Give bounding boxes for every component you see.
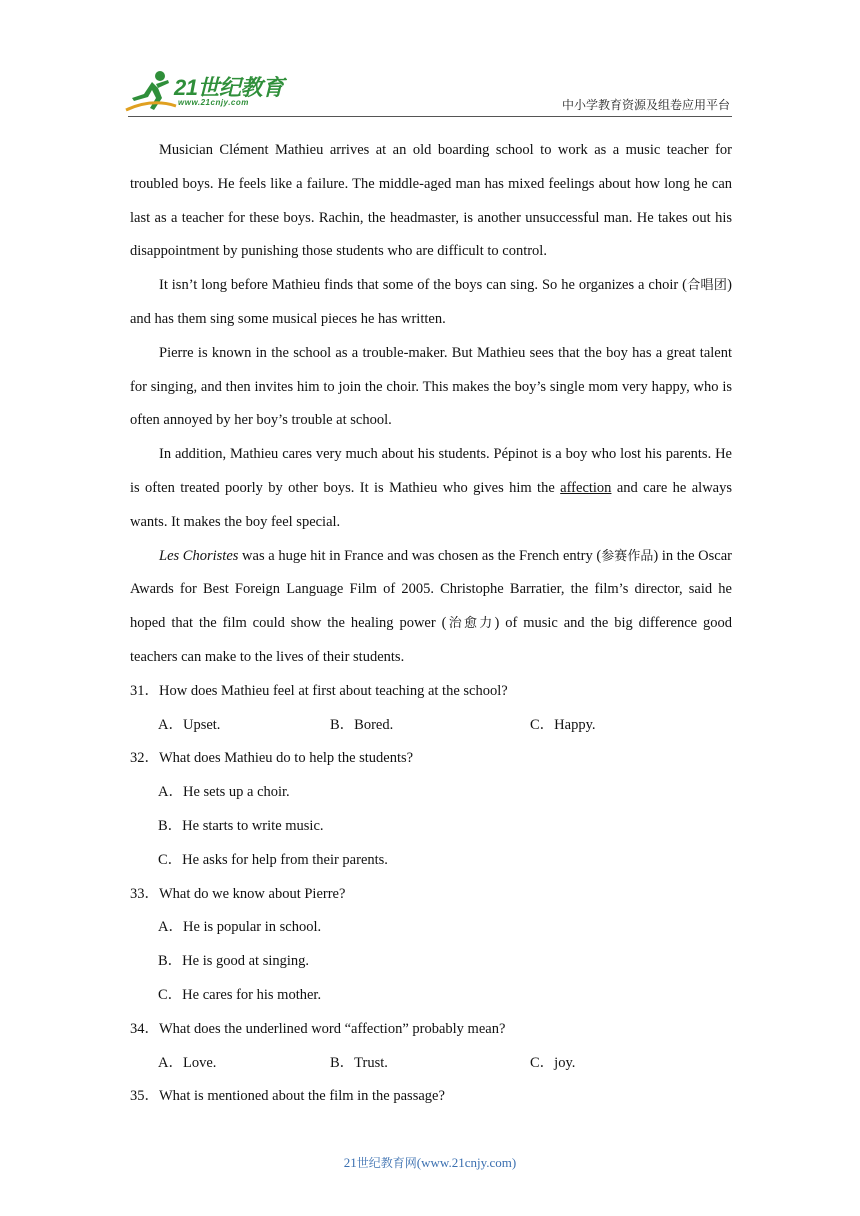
passage-paragraph-1: Musician Clément Mathieu arrives at an old boarding school to work as a music teacher for troubled boys. He feels like a failure. The middle-aged man has mixed feelings about how long he can last as a teacher for these boys. Rachin, the headmaster, is another unsuccessful man. He takes out his disappointment by punishing those students who are difficult to control. <box>130 142 732 260</box>
footer-link[interactable]: (www.21cnjy.com) <box>416 1155 517 1170</box>
footer-text: 21 <box>343 1155 357 1170</box>
site-logo <box>122 68 292 114</box>
text-run: and care he always wants. It makes the boy feel special. <box>130 479 732 530</box>
chinese-gloss: 治愈力 <box>446 616 495 632</box>
option-c[interactable]: C．joy. <box>530 1054 576 1071</box>
header-divider <box>128 116 732 117</box>
underlined-word: affection <box>560 479 612 496</box>
question-stem: 31．How does Mathieu feel at first about teaching at the school? <box>130 682 508 699</box>
header-tagline: 中小学教育资源及组卷应用平台 <box>561 98 730 112</box>
text-run: It isn’t long before Mathieu finds that some of the boys can sing. So he organizes a choir ( <box>159 277 687 294</box>
option-c[interactable]: C．Happy. <box>530 716 596 733</box>
text-run: ) in the Oscar Awards for Best Foreign Language Film of 2005. Christophe Barratier, the film’s director, said he hoped that the film could show the healing power ( <box>130 547 732 632</box>
text-run: In addition, Mathieu cares very much about his students. Pépinot is a boy who lost his parents. He is often treated poorly by other boys. It is Mathieu who gives him the <box>130 446 732 496</box>
page-footer <box>0 1154 860 1171</box>
option-row <box>130 709 732 743</box>
option-row <box>130 1047 732 1081</box>
option-c[interactable]: C．He asks for help from their parents. <box>158 851 388 868</box>
question-stem: 35．What is mentioned about the film in the passage? <box>130 1088 445 1105</box>
footer-text: 世纪教育网 <box>356 1156 417 1170</box>
question-stem: 32．What does Mathieu do to help the students? <box>130 750 414 767</box>
option-a[interactable]: A．He sets up a choir. <box>158 784 290 801</box>
option-c[interactable]: C．He cares for his mother. <box>158 986 322 1003</box>
question-stem: 33．What do we know about Pierre? <box>130 885 346 902</box>
question-stem: 34．What does the underlined word “affection” probably mean? <box>130 1020 506 1037</box>
page-header <box>0 0 860 120</box>
film-title: Les Choristes <box>159 547 239 564</box>
passage-paragraph-4 <box>130 438 732 539</box>
option-b[interactable]: B．Bored. <box>330 716 394 733</box>
option-a[interactable]: A．Love. <box>158 1054 217 1071</box>
option-b[interactable]: B．He starts to write music. <box>158 817 324 834</box>
option-a[interactable]: A．He is popular in school. <box>158 919 322 936</box>
logo-url: www.21cnjy.com <box>178 98 249 107</box>
passage-paragraph-5 <box>130 540 732 675</box>
text-run: ) of music and the big difference good teachers can make to the lives of their students. <box>130 615 733 665</box>
chinese-gloss: 合唱团 <box>686 278 728 294</box>
runner-logo-icon <box>122 68 178 114</box>
option-b[interactable]: B．He is good at singing. <box>158 953 310 970</box>
text-run: ) and has them sing some musical pieces he has written. <box>130 277 732 327</box>
logo-wordmark: 21世纪教育 <box>174 75 284 100</box>
option-b[interactable]: B．Trust. <box>330 1054 388 1071</box>
document-body <box>130 134 732 1114</box>
passage-paragraph-3: Pierre is known in the school as a trouble-maker. But Mathieu sees that the boy has a great talent for singing, and then invites him to join the choir. This makes the boy’s single mom very happy, who is often annoyed by her boy’s trouble at school. <box>130 344 732 429</box>
text-run: was a huge hit in France and was chosen as the French entry ( <box>238 547 602 564</box>
chinese-gloss: 参赛作品 <box>601 548 654 564</box>
option-a[interactable]: A．Upset. <box>158 716 221 733</box>
passage-paragraph-2 <box>130 269 732 337</box>
